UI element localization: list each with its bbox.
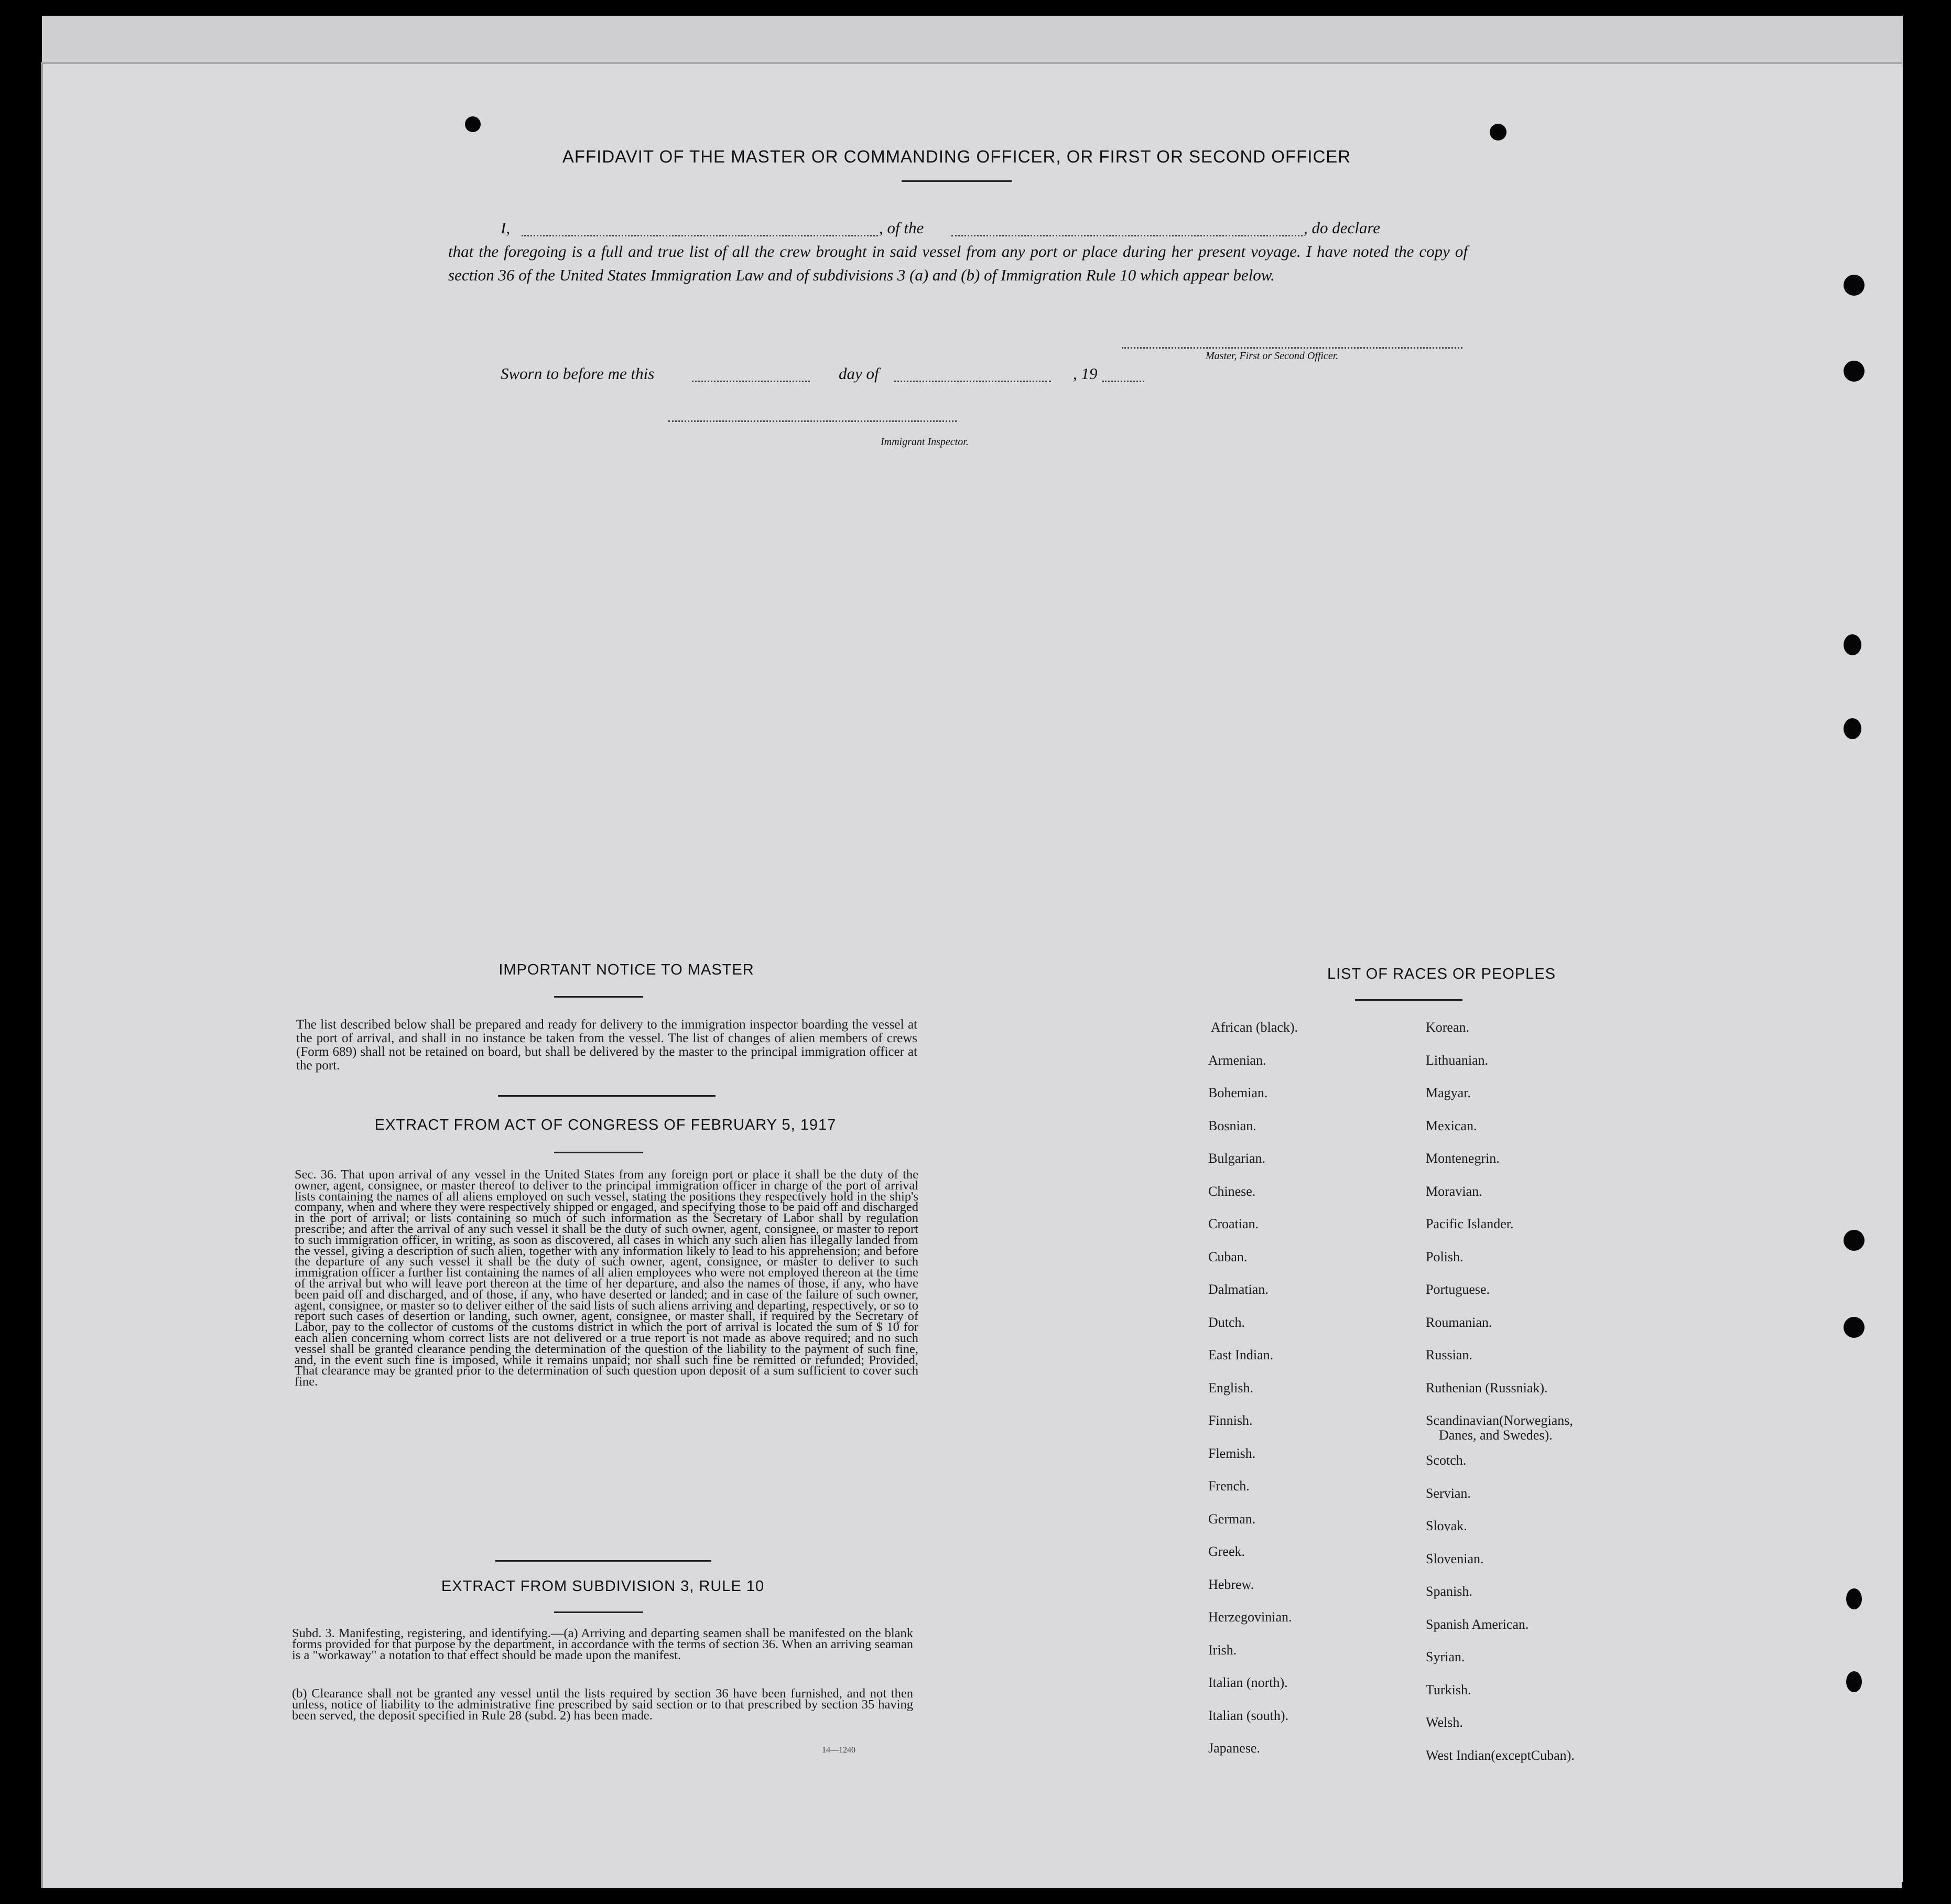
sworn-line xyxy=(501,362,1182,385)
affidavit-of-the: , of the xyxy=(879,219,924,237)
punch-hole xyxy=(1844,718,1861,739)
rule-para-a: Subd. 3. Manifesting, registering, and identifying.—(a) Arriving and departing seamen shall be manifested on the blank forms provided for that purpose by the department, in accordance with the terms of section 36. When an arriving seaman is a "workaway" a notation to that effect should be made upon the manifest. xyxy=(292,1626,913,1662)
race-item: West Indian(exceptCuban). xyxy=(1426,1747,1575,1763)
race-item: Lithuanian. xyxy=(1426,1052,1489,1068)
vessel-field[interactable] xyxy=(951,235,1303,236)
affidavit-title: AFFIDAVIT OF THE MASTER OR COMMANDING OFFICER, OR FIRST OR SECOND OFFICER xyxy=(562,147,1351,166)
inspector-label: Immigrant Inspector. xyxy=(881,436,969,448)
race-item: Slovak. xyxy=(1426,1518,1467,1533)
punch-hole xyxy=(1844,361,1865,382)
race-item: Irish. xyxy=(1208,1642,1237,1658)
sworn-month-field[interactable] xyxy=(894,381,1051,382)
race-item: Portuguese. xyxy=(1426,1282,1490,1297)
races-title: LIST OF RACES OR PEOPLES xyxy=(1327,966,1556,982)
title-underline xyxy=(902,180,1012,182)
race-item: Cuban. xyxy=(1208,1249,1248,1264)
punch-hole xyxy=(1844,1317,1865,1338)
race-item: Servian. xyxy=(1426,1485,1471,1501)
day-of-label: day of xyxy=(839,364,879,383)
race-item: Italian (south). xyxy=(1208,1707,1289,1723)
race-item: Flemish. xyxy=(1208,1445,1256,1461)
race-item: East Indian. xyxy=(1208,1347,1274,1362)
race-item: Syrian. xyxy=(1426,1649,1465,1664)
race-item: Italian (north). xyxy=(1208,1675,1288,1690)
punch-hole xyxy=(1846,1588,1862,1609)
race-item: Bohemian. xyxy=(1208,1085,1268,1100)
race-item: Chinese. xyxy=(1208,1183,1256,1199)
race-item: Slovenian. xyxy=(1426,1551,1484,1566)
master-signature-line[interactable] xyxy=(1122,347,1462,349)
race-item: Korean. xyxy=(1426,1020,1470,1035)
inspector-signature-line[interactable] xyxy=(668,420,957,422)
race-item: Finnish. xyxy=(1208,1413,1253,1428)
race-item: Hebrew. xyxy=(1208,1576,1254,1592)
race-item: Scandinavian(Norwegians, xyxy=(1426,1413,1573,1428)
race-item: Polish. xyxy=(1426,1249,1464,1264)
punch-hole xyxy=(1844,634,1861,655)
notice-body: The list described below shall be prepared and ready for delivery to the immigration inspector boarding the vessel at the port of arrival, and shall in no instance be taken from the vessel. The list of changes of alien members of crews (Form 689) shall not be retained on board, but shall be delivered by the master to the principal immigration officer at the port. xyxy=(296,1018,917,1073)
act-body: Sec. 36. That upon arrival of any vessel in the United States from any foreign port or place it shall be the duty of the owner, agent, consignee, or master thereof to deliver to the principal immigration officer in charge of the port of arrival lists containing the names of all aliens employed on such vessel, stating the positions they respectively hold in the ship's company, when and where they were respectively shipped or engaged, and specifying those to be paid off and discharged in the port of arrival; or lists containing so much of such information as the Secretary of Labor shall by regulation prescribe; and after the arrival of any such vessel it shall be the duty of such owner, agent, consignee, or master to report to such immigration officer, in writing, as soon as discovered, all cases in which any such alien has illegally landed from the vessel, giving a description of such alien, together with any information likely to lead to his apprehension; and before the departure of any such vessel it shall be the duty of such owner, agent, consignee, or master to deliver to such immigration officer a further list containing the names of all alien employees who were not employed thereon at the time of the arrival but who will leave port thereon at the time of her departure, and also the names of those, if any, who have been paid off and discharged, and of those, if any, who have deserted or landed; and in case of the failure of such owner, agent, consignee, or master so to deliver either of the said lists of such aliens arriving and departing, respectively, or so to report such cases of desertion or landing, such owner, agent, consignee, or master shall, if required by the Secretary of Labor, pay to the collector of customs of the customs district in which the port of arrival is located the sum of $ 10 for each alien concerning whom correct lists are not delivered or a true report is not made as above required; and no such vessel shall be granted clearance pending the determination of the question of the liability to the payment of such fine, and, in the event such fine is imposed, while it remains unpaid; nor shall such fine be remitted or refunded; Provided, That clearance may be granted prior to the determination of such question upon deposit of a sum sufficient to cover such fine. xyxy=(295,1167,918,1389)
race-item: German. xyxy=(1208,1511,1256,1527)
race-item: Russian. xyxy=(1426,1347,1472,1362)
race-item: Bulgarian. xyxy=(1208,1151,1266,1166)
act-underline xyxy=(554,1152,643,1153)
race-item: Turkish. xyxy=(1426,1682,1471,1697)
race-item: Danes, and Swedes). xyxy=(1439,1427,1553,1443)
rule-underline xyxy=(554,1611,643,1613)
sworn-text: Sworn to before me this xyxy=(501,364,655,383)
rule-para-b: (b) Clearance shall not be granted any vessel until the lists required by section 36 have been furnished, and not then unless, notice of liability to the administrative fine prescribed by said section or to that prescribed by section 35 having been served, the deposit specified in Rule 28 (subd. 2) has been made. xyxy=(292,1686,913,1723)
race-item: African (black). xyxy=(1211,1020,1298,1035)
race-item: Dutch. xyxy=(1208,1314,1245,1330)
race-item: Herzegovinian. xyxy=(1208,1609,1292,1625)
race-item: Dalmatian. xyxy=(1208,1282,1269,1297)
affidavit-body: that the foregoing is a full and true list of all the crew brought in said vessel from any port or place during her present voyage. I have noted the copy of section 36 of the United States Immigration Law and of subdivisions 3 (a) and (b) of Immigration Rule 10 which appear below. xyxy=(448,242,1468,284)
race-item: French. xyxy=(1208,1478,1250,1494)
race-item: Scotch. xyxy=(1426,1453,1467,1468)
year-prefix: , 19 xyxy=(1073,364,1098,383)
race-item: Roumanian. xyxy=(1426,1314,1492,1330)
notice-divider xyxy=(498,1095,716,1097)
race-item: Moravian. xyxy=(1426,1183,1482,1199)
affidavit-declare: , do declare xyxy=(1304,219,1381,237)
race-item: English. xyxy=(1208,1380,1253,1395)
race-item: Spanish American. xyxy=(1426,1616,1529,1632)
act-divider xyxy=(495,1560,711,1562)
form-number: 14—1240 xyxy=(822,1746,855,1755)
race-item: Bosnian. xyxy=(1208,1118,1256,1133)
race-item: Greek. xyxy=(1208,1544,1245,1559)
rule-title: EXTRACT FROM SUBDIVISION 3, RULE 10 xyxy=(441,1578,765,1595)
punch-hole xyxy=(1490,124,1506,140)
race-item: Mexican. xyxy=(1426,1118,1477,1133)
race-item: Croatian. xyxy=(1208,1216,1259,1231)
race-item: Magyar. xyxy=(1426,1085,1471,1100)
sworn-day-field[interactable] xyxy=(692,381,810,382)
race-item: Montenegrin. xyxy=(1426,1151,1500,1166)
races-underline xyxy=(1355,999,1462,1001)
notice-underline xyxy=(554,996,643,998)
race-item: Pacific Islander. xyxy=(1426,1216,1514,1231)
punch-hole xyxy=(1846,1671,1862,1692)
punch-hole xyxy=(1844,275,1865,296)
name-field[interactable] xyxy=(522,235,878,236)
race-item: Ruthenian (Russniak). xyxy=(1426,1380,1548,1395)
race-item: Armenian. xyxy=(1208,1052,1266,1068)
punch-hole xyxy=(1844,1230,1865,1251)
punch-hole xyxy=(465,116,481,132)
race-item: Spanish. xyxy=(1426,1584,1472,1599)
affidavit-line-1 xyxy=(448,216,1468,240)
year-field[interactable] xyxy=(1102,381,1144,382)
race-item: Japanese. xyxy=(1208,1740,1260,1756)
act-title: EXTRACT FROM ACT OF CONGRESS OF FEBRUARY 5, 1917 xyxy=(374,1117,837,1133)
master-label: Master, First or Second Officer. xyxy=(1206,350,1339,362)
notice-title: IMPORTANT NOTICE TO MASTER xyxy=(498,961,754,978)
race-item: Welsh. xyxy=(1426,1715,1463,1730)
affidavit-i-label: I, xyxy=(501,219,511,237)
